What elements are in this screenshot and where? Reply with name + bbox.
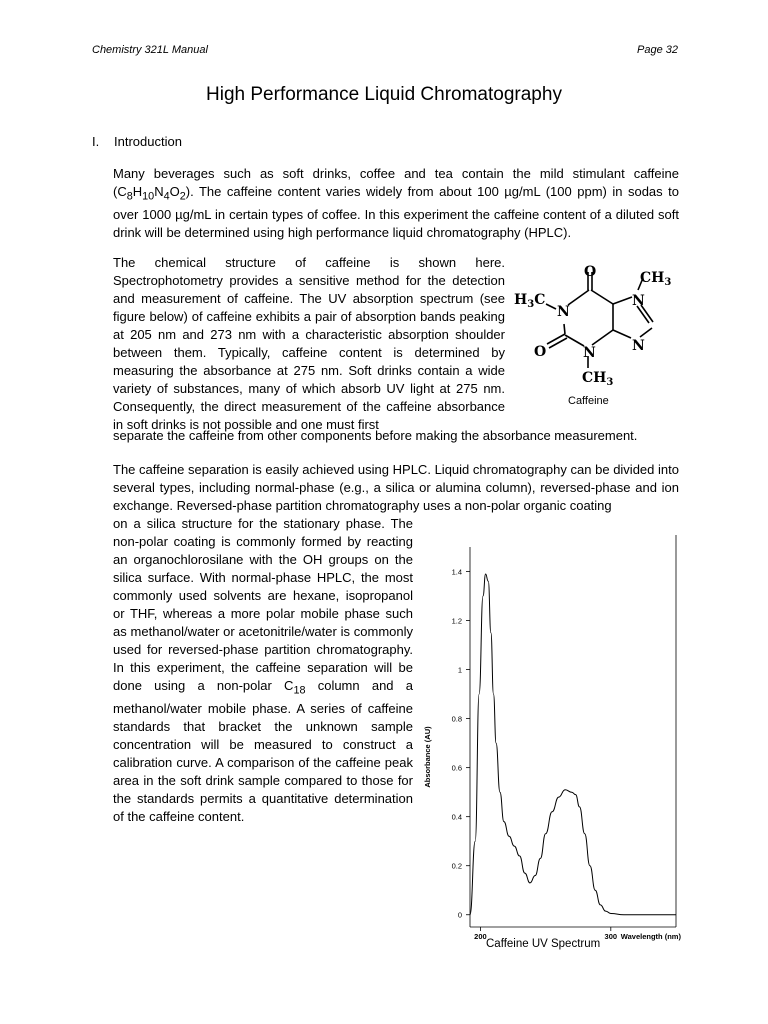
y-tick-label: 0.4 — [451, 812, 462, 822]
intro-paragraph — [113, 165, 679, 242]
caffeine-structure — [512, 260, 682, 400]
bond — [565, 335, 584, 346]
formula-sub: 4 — [163, 190, 170, 203]
y-tick-label: 1 — [457, 665, 462, 675]
oxygen-top: O — [584, 264, 597, 280]
c18-sub: 18 — [293, 684, 306, 697]
structure-paragraph-continued: separate the caffeine from other components before making the absorbance measurement. — [113, 428, 638, 443]
y-axis-label: Absorbance (AU) — [423, 726, 432, 788]
separation-paragraph: The caffeine separation is easily achieved using HPLC. Liquid chromatography can be divided into several types, including normal-phase (e.g., a silica or alumina column), reversed-phase and ion exchange. Reversed-phase partition chromatography uses a non-polar organic coating — [113, 462, 679, 513]
intro-text-a: Many beverages such as soft drinks, coffee and tea contain the mild stimulant caffeine (C — [113, 166, 679, 199]
section-title: Introduction — [114, 134, 182, 149]
intro-text-d: O — [169, 184, 180, 199]
y-tick-label: 0.8 — [451, 714, 462, 724]
nitrogen-3: N — [583, 345, 596, 361]
uv-spectrum-chart — [418, 535, 681, 945]
section-number: I. — [92, 134, 100, 149]
bond — [547, 334, 565, 344]
page-number: Page 32 — [637, 44, 678, 56]
oxygen-left: O — [534, 344, 547, 360]
bond — [568, 290, 589, 305]
bond — [640, 328, 652, 337]
formula-sub: 10 — [142, 190, 155, 203]
series-line-caffeine — [470, 574, 676, 915]
x-axis-label: Wavelength (nm) — [620, 932, 681, 941]
running-header-left: Chemistry 321L Manual — [92, 44, 208, 56]
bond — [613, 330, 631, 338]
nitrogen-1: N — [557, 304, 570, 320]
intro-text-c: N — [154, 184, 164, 199]
bond — [591, 290, 613, 304]
y-tick-label: 1.4 — [451, 567, 462, 577]
chart-caption: Caffeine UV Spectrum — [486, 938, 601, 950]
page-title: High Performance Liquid Chromatography — [206, 84, 562, 105]
bond — [546, 304, 556, 309]
structure-caption: Caffeine — [568, 395, 609, 407]
bond — [549, 338, 567, 348]
y-tick-label: 0.2 — [451, 861, 462, 871]
bond — [564, 324, 565, 334]
structure-paragraph: The chemical structure of caffeine is shown here. Spectrophotometry provides a sensitive method for the detection and measurement of caffeine. The UV absorption spectrum (see figure below) of caffeine exhibits a pair of absorption bands peaking at 205 nm and 273 nm with a characteristic absorption shoulder between them. Typically, caffeine content is determined by measuring the absorbance at 275 nm. Soft drinks contain a wide variety of substances, many of which absorb UV light at 275 nm. Consequently, the direct measurement of the caffeine absorbance in soft drinks is not possible and one must first — [113, 255, 505, 432]
methyl-left: $H_3C$ — [514, 292, 546, 310]
method-text-a: on a silica structure for the stationary phase. The non-polar coating is commonly formed by reacting an organochlorosilane with the OH groups on the silica surface. With normal-phase HPLC, the most commonly used solvents are hexane, isopropanol or THF, whereas a more polar mobile phase such as methanol/water or acetonitrile/water is commonly used for reversed-phase partition chromatography. In this experiment, the caffeine separation will be done using a non-polar C — [113, 516, 413, 693]
methyl-bottom: $CH_3$ — [582, 370, 614, 388]
x-tick-label: 300 — [604, 932, 618, 941]
intro-text-e: ). The caffeine content varies widely from about 100 µg/mL (100 ppm) in sodas to over 1000 µg/mL in certain types of coffee. In this experiment the caffeine content of a diluted soft drink will be determined using high performance liquid chromatography (HPLC). — [113, 184, 679, 240]
formula-sub: 8 — [126, 190, 133, 203]
y-tick-label: 0 — [457, 910, 462, 920]
intro-text-b: H — [132, 184, 143, 199]
bond — [613, 297, 632, 304]
nitrogen-7: N — [632, 293, 645, 309]
y-tick-label: 0.6 — [451, 763, 462, 773]
y-tick-label: 1.2 — [451, 616, 462, 626]
section-heading — [92, 134, 182, 149]
bond — [592, 330, 613, 345]
x-tick-label: 200 — [474, 932, 487, 941]
method-text-b: column and a methanol/water mobile phase. A series of caffeine standards that bracket the unknown sample concentration will be measured to construct a calibration curve. A comparison of the caffeine peak area in the soft drink sample compared to those for the standards permits a quantitative determination of the caffeine content. — [113, 678, 413, 824]
methyl-top: $CH_3$ — [640, 270, 672, 288]
formula-sub: 2 — [179, 190, 186, 203]
method-paragraph — [113, 515, 413, 826]
nitrogen-9: N — [632, 338, 645, 354]
